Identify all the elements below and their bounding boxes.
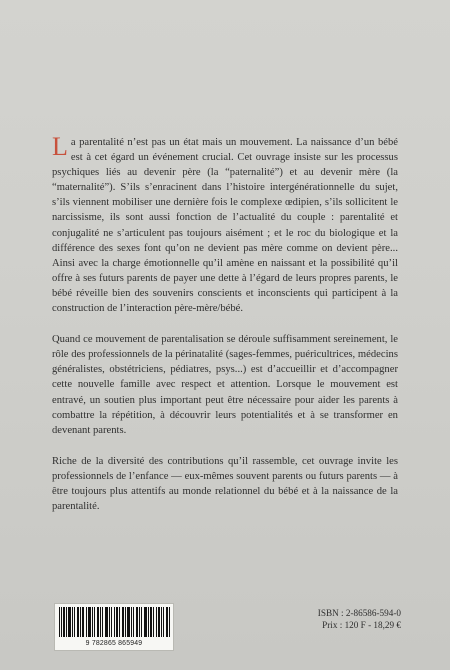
- dropcap-letter: L: [52, 132, 68, 161]
- barcode-bars: [59, 607, 171, 637]
- back-cover-text: [52, 132, 398, 514]
- barcode-number: 9 782865 865949: [85, 640, 143, 648]
- price-line: Prix : 120 F - 18,29 €: [322, 620, 401, 630]
- barcode: [54, 603, 174, 651]
- paragraph-3: Riche de la diversité des contributions qu’il rassemble, cet ouvrage invite les professionnels de l’enfance — eux-mêmes souvent parents ou futurs parents — à être toujours plus attentifs au monde relationnel du bébé et à la naissance de la parentalité.: [52, 455, 398, 513]
- paragraph-1: [52, 132, 398, 316]
- isbn-line: ISBN : 2-86586-594-0: [317, 608, 401, 618]
- paragraph-2: Quand ce mouvement de parentalisation se déroule suffisamment sereinement, le rôle des professionnels de la périnatalité (sages-femmes, puéricultrices, médecins généralistes, obstétriciens, pédiatres, psys...) est d’accueillir et d’accompagner cette nouvelle famille avec respect et attention. Lorsque le mouvement est entravé, un soutien plus important peut être nécessaire pour aider les parents à combattre la répétition, à découvrir leurs potentialités et à se transformer en devenant parents.: [52, 334, 398, 436]
- book-info: [305, 607, 401, 631]
- paragraph-1-text: a parentalité n’est pas un état mais un mouvement. La naissance d’un bébé est à cet égard un événement crucial. Cet ouvrage insiste sur les processus psychiques liés au devenir père (la “paternalité”) et au devenir mère (la “maternalité”). S’ils s’enracinent dans l’histoire intergénérationnelle du sujet, s’ils viennent mobiliser une dernière fois le complexe œdipien, s’ils sollicitent le narcissisme, ils sont aussi fonction de l’actualité du couple : parentalité et conjugalité ne s’articulent pas toujours aisément ; et le roc du biologique et la différence des sexes font qu’on ne devient pas mère comme on devient père... Ainsi avec la charge émotionnelle qu’il amène en naissant et la possibilité qu’il offre à ses futurs parents de payer une dette à l’égard de leurs propres parents, le bébé réveille bien des souvenirs conscients et inconscients qui participent à la construction de l’interaction père-mère/bébé.: [52, 137, 398, 315]
